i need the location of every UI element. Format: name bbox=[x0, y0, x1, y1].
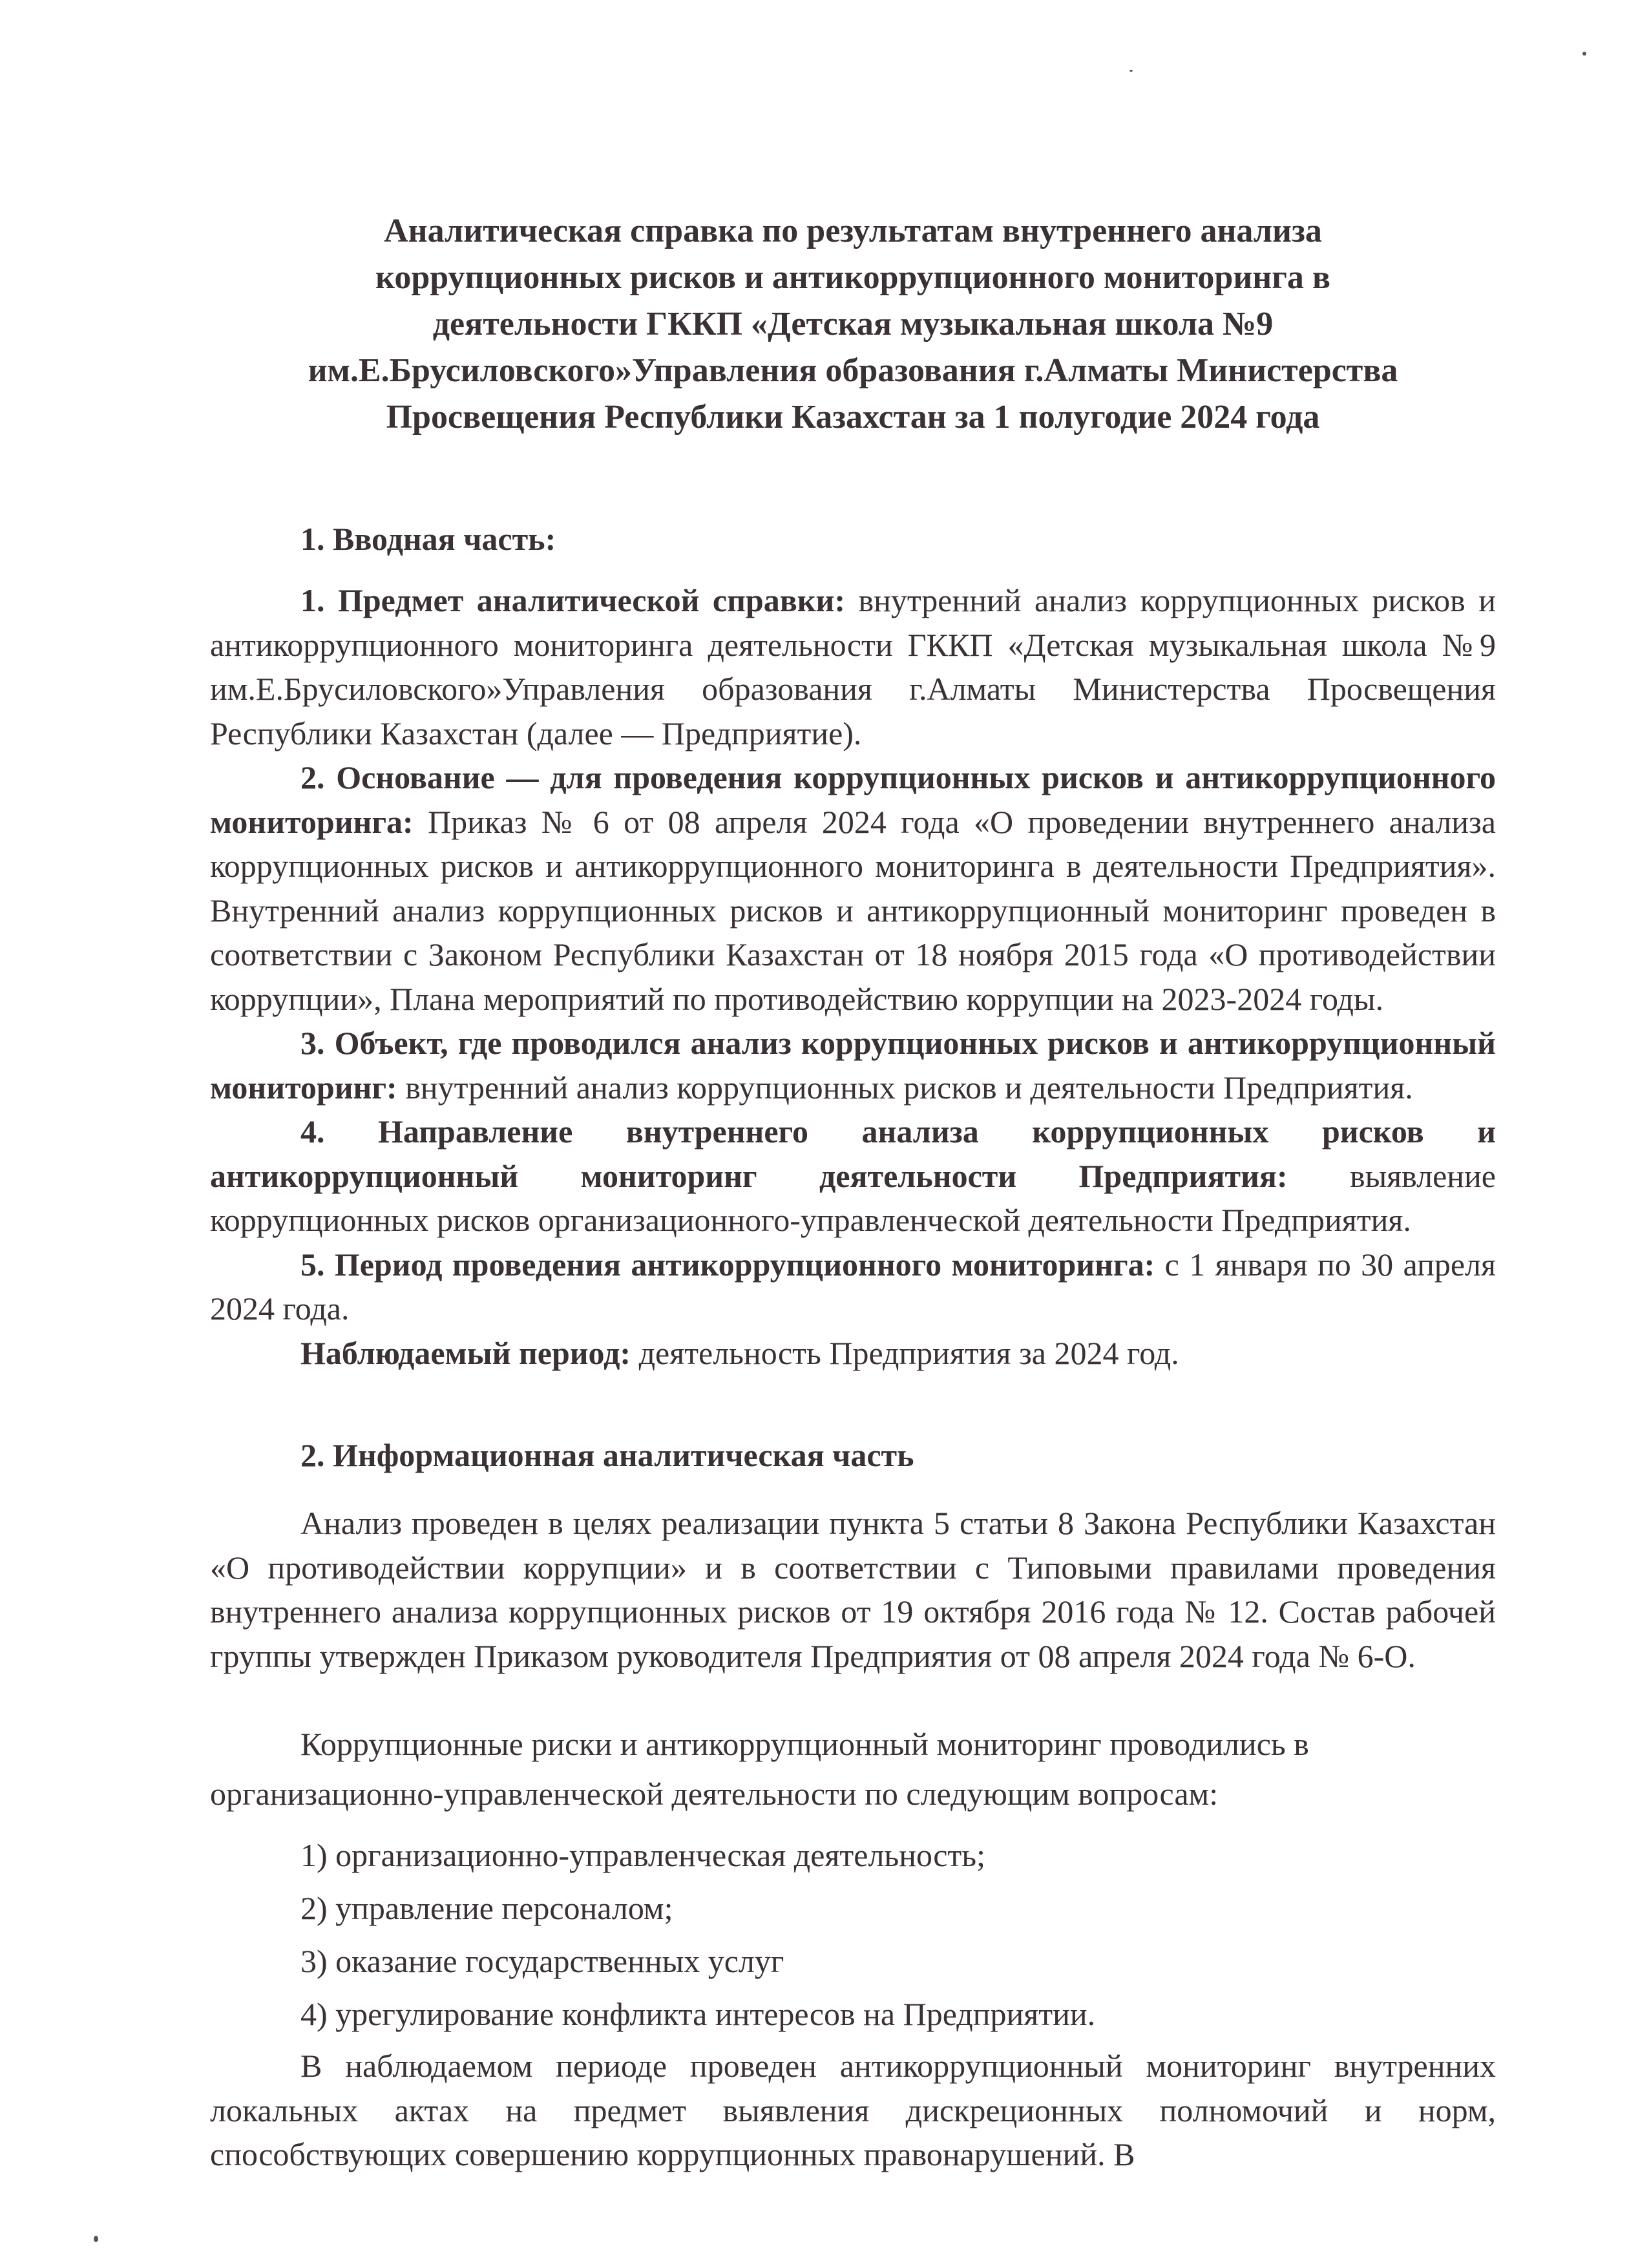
item-label: 1. Предмет аналитической справки: bbox=[300, 582, 845, 618]
observed-period bbox=[210, 1331, 1496, 1376]
title-line: Аналитическая справка по результатам внутреннего анализа bbox=[384, 213, 1322, 249]
item-text: внутренний анализ коррупционных рисков и антикоррупционного мониторинга деятельности ГККП «Детская музыкальная школа №9 им.Е.Брусиловского»Управления образования г.Алматы Министерства Просвещения Республики Казахстан (далее — Предприятие). bbox=[210, 582, 1497, 751]
title-line: деятельности ГККП «Детская музыкальная школа №9 bbox=[432, 306, 1274, 342]
list-item: 1) организационно-управленческая деятельность; bbox=[300, 1837, 985, 1873]
intro-item-basis bbox=[210, 755, 1496, 1021]
analytical-paragraph-2 bbox=[210, 1722, 1496, 1816]
intro-items bbox=[210, 578, 1496, 1375]
item-label: Наблюдаемый период: bbox=[300, 1334, 631, 1371]
item-label: 3. Объект, где проводился анализ коррупционных рисков и антикоррупционный мониторинг: bbox=[210, 1025, 1496, 1106]
scan-speck bbox=[1129, 70, 1133, 72]
title-line: Просвещения Республики Казахстан за 1 полугодие 2024 года bbox=[386, 399, 1320, 436]
scan-speck bbox=[1582, 52, 1586, 56]
intro-item-object bbox=[210, 1021, 1496, 1109]
issues-list bbox=[210, 1829, 1496, 2041]
list-item: 3) оказание государственных услуг bbox=[300, 1943, 784, 1979]
paragraph-line: организационно-управленческой деятельности по следующим вопросам: bbox=[210, 1775, 1219, 1812]
section-intro bbox=[210, 517, 1496, 562]
list-item: 2) управление персоналом; bbox=[300, 1890, 673, 1926]
item-text: деятельность Предприятия за 2024 год. bbox=[631, 1334, 1179, 1371]
item-text: внутренний анализ коррупционных рисков и деятельности Предприятия. bbox=[397, 1069, 1413, 1106]
paragraph: Анализ проведен в целях реализации пункта 5 статьи 8 Закона Республики Казахстан «О противодействии коррупции» и в соответствии с Типовыми правилами проведения внутреннего анализа коррупционных рисков от 19 октября 2016 года № 12. Состав рабочей группы утвержден Приказом руководителя Предприятия от 08 апреля 2024 года № 6-О. bbox=[210, 1505, 1496, 1674]
item-label: 5. Период проведения антикоррупционного мониторинга: bbox=[300, 1246, 1155, 1283]
intro-item-direction bbox=[210, 1109, 1496, 1243]
intro-item-period bbox=[210, 1243, 1496, 1331]
item-label: 4. Направление внутреннего анализа коррупционных рисков и антикоррупционный мониторинг деятельности Предприятия: bbox=[210, 1113, 1496, 1194]
title-line: им.Е.Брусиловского»Управления образования г.Алматы Министерства bbox=[308, 352, 1398, 389]
scan-speck bbox=[94, 2236, 98, 2242]
section-analytical bbox=[210, 1433, 1496, 1478]
list-item: 4) урегулирование конфликта интересов на Предприятии. bbox=[300, 1996, 1096, 2032]
item-label: 2. Основание — для проведения коррупционных рисков и антикоррупционного мониторинга: bbox=[210, 759, 1496, 840]
analytical-paragraph-3 bbox=[210, 2044, 1496, 2177]
item-text: с 1 января по 30 апреля 2024 года. bbox=[210, 1246, 1496, 1327]
section-heading: 1. Вводная часть: bbox=[300, 521, 556, 557]
paragraph: В наблюдаемом периоде проведен антикоррупционный мониторинг внутренних локальных актах на предмет выявления дискреционных полномочий и норм, способствующих совершению коррупционных правонарушений. В bbox=[210, 2048, 1496, 2172]
analytical-paragraph-1 bbox=[210, 1501, 1496, 1678]
section-heading: 2. Информационная аналитическая часть bbox=[300, 1437, 914, 1473]
paragraph-line: Коррупционные риски и антикоррупционный мониторинг проводились в bbox=[300, 1726, 1309, 1762]
document-title bbox=[210, 208, 1496, 441]
intro-item-subject bbox=[210, 578, 1496, 755]
item-text: выявление коррупционных рисков организационного-управленческой деятельности Предприятия. bbox=[210, 1157, 1496, 1238]
title-line: коррупционных рисков и антикоррупционного мониторинга в bbox=[375, 259, 1330, 296]
item-text: Приказ № 6 от 08 апреля 2024 года «О проведении внутреннего анализа коррупционных рисков и антикоррупционного мониторинга в деятельности Предприятия». Внутренний анализ коррупционных рисков и антикоррупционный мониторинг проведен в соответствии с Законом Республики Казахстан от 18 ноября 2015 года «О противодействии коррупции», Плана мероприятий по противодействию коррупции на 2023-2024 годы. bbox=[210, 803, 1496, 1017]
